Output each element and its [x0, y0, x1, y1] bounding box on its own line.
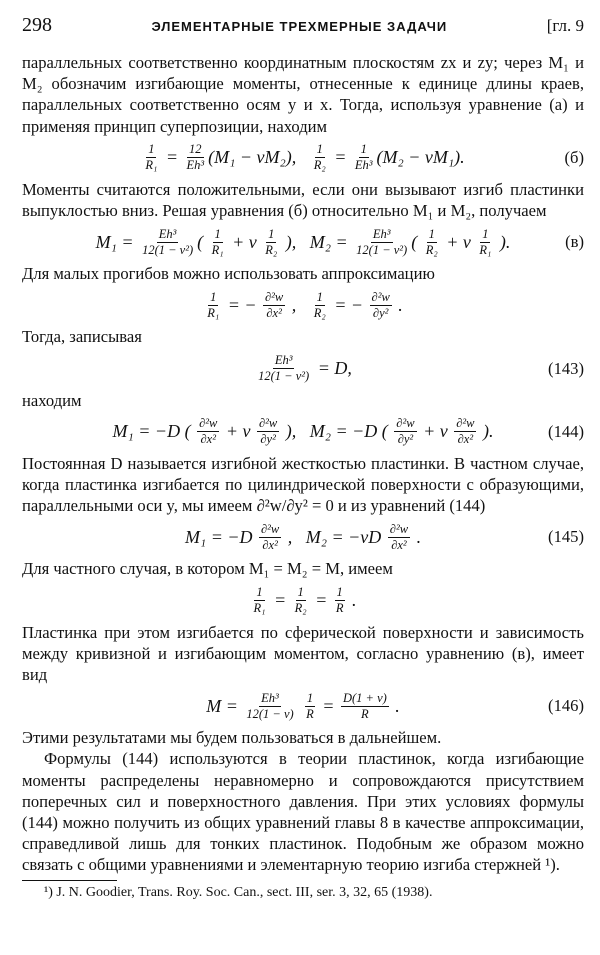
equation-143: $\frac{\text{Eh³}}{\text{12(1 − ν²)}}$ = D, (143) — [258, 353, 584, 384]
footnote-rule — [22, 880, 117, 881]
book-page — [22, 14, 584, 902]
paragraph: Для малых прогибов можно использовать аппроксимацию — [22, 264, 435, 284]
equation-number: (145) — [548, 527, 584, 547]
chapter-label: [гл. 9 — [546, 16, 584, 35]
paragraph: Пластинка при этом изгибается по сферической поверхности и зависимость между кривизной и изгибающим моментом, согласно уравнению (в), имеет вид — [22, 622, 584, 685]
page-header — [22, 14, 584, 44]
equation-146: M = $\frac{\text{Eh³}}{12(1 - \nu)}$ $\frac{1}{R}$ = $\frac{D(1 + \nu)}{R}$ . (146) — [206, 690, 584, 721]
equation-145: M₁ = −D $\frac{\text{∂²w}}{\text{∂x²}}$ , M₂ = −νD $\frac{\text{∂²w}}{\text{∂x²}}$ . (145) — [184, 521, 584, 552]
paragraph: Моменты считаются положительными, если они вызывают изгиб пластинки выпуклостью вниз. Решая уравнения (б) относительно M₁ и M₂, получаем — [22, 179, 584, 221]
equation-sphere: $\frac{1}{\text{R₁}}$ = $\frac{1}{\text{R₂}}$ = $\frac{1}{R}$ . — [253, 585, 357, 616]
paragraph: Для частного случая, в котором M₁ = M₂ = M, имеем — [22, 559, 393, 579]
paragraph: Постоянная D называется изгибной жесткостью пластинки. В частном случае, когда пластинка изгибается по цилиндрической поверхности с образующими, параллельными оси y, мы имеем ∂²w/∂y² = 0 и из уравнений (144) — [22, 453, 584, 516]
equation-number: (144) — [548, 421, 584, 441]
equation-144: M₁ = −D ( $\frac{\text{∂²w}}{\text{∂x²}}$ + ν $\frac{\text{∂²w}}{\text{∂y²}}$ ), M₂ = −D ( $\frac{\text{∂²w}}{\text{∂y²}}$ + ν $\frac{\text{∂²w}}{\text{∂x²}}$ ). (144) — [112, 416, 584, 447]
equation-b: $\frac{1}{\text{R₁}}$ = $\frac{12}{\text{Eh³}}$ (M₁ − νM₂), $\frac{1}{\text{R₂}}$ = $\frac{1}{\text{Eh³}}$ (M₂ − νM₁). (б) — [145, 142, 584, 173]
paragraph: Этими результатами мы будем пользоваться в дальнейшем. — [22, 728, 442, 748]
equation-number: (в) — [565, 232, 584, 252]
footnote: ¹) J. N. Goodier, Trans. Roy. Soc. Can., sect. III, ser. 3, 32, 65 (1938). — [44, 884, 433, 900]
equation-number: (146) — [548, 696, 584, 716]
paragraph: находим — [22, 390, 82, 410]
paragraph: Тогда, записывая — [22, 327, 142, 347]
equation-v: M₁ = $\frac{\text{Eh³}}{\text{12(1 − ν²)}}$ ( $\frac{1}{\text{R₁}}$ + ν $\frac{1}{\text{R₂}}$ ), M₂ = $\frac{\text{Eh³}}{\text{12(1 − ν²)}}$ ( $\frac{1}{\text{R₂}}$ + ν $\frac{1}{\text{R₁}}$ ). (в) — [95, 226, 584, 257]
equation-approximation: $\frac{1}{\text{R₁}}$ = − $\frac{\text{∂²w}}{\text{∂x²}}$ , $\frac{1}{\text{R₂}}$ = − $\frac{\text{∂²w}}{\text{∂y²}}$ . — [207, 289, 403, 320]
page-number: 298 — [22, 14, 52, 36]
paragraph: параллельных соответственно координатным плоскостям zx и zy; через M₁ и M₂ обозначим изгибающие моменты, отнесенные к единице длины краев, параллельных соответственно осям y и x. Тогда, используя уравнение (а) и применяя принцип суперпозиции, находим — [22, 53, 584, 136]
equation-number: (б) — [564, 147, 584, 167]
paragraph: Формулы (144) используются в теории пластинок, когда изгибающие моменты распределены неравномерно и сопровождаются присутствием поперечных сил и поверхностного давления. При этих условиях формулы (144) можно получить из общих уравнений главы 8 в качестве аппроксимации, справедливой лишь для тонких пластинок. Подобным же образом можно связать с общими уравнениями и элементарную теорию изгиба стержней ¹). — [22, 749, 584, 875]
equation-number: (143) — [548, 358, 584, 378]
running-title: ЭЛЕМЕНТАРНЫЕ ТРЕХМЕРНЫЕ ЗАДАЧИ — [151, 19, 448, 34]
